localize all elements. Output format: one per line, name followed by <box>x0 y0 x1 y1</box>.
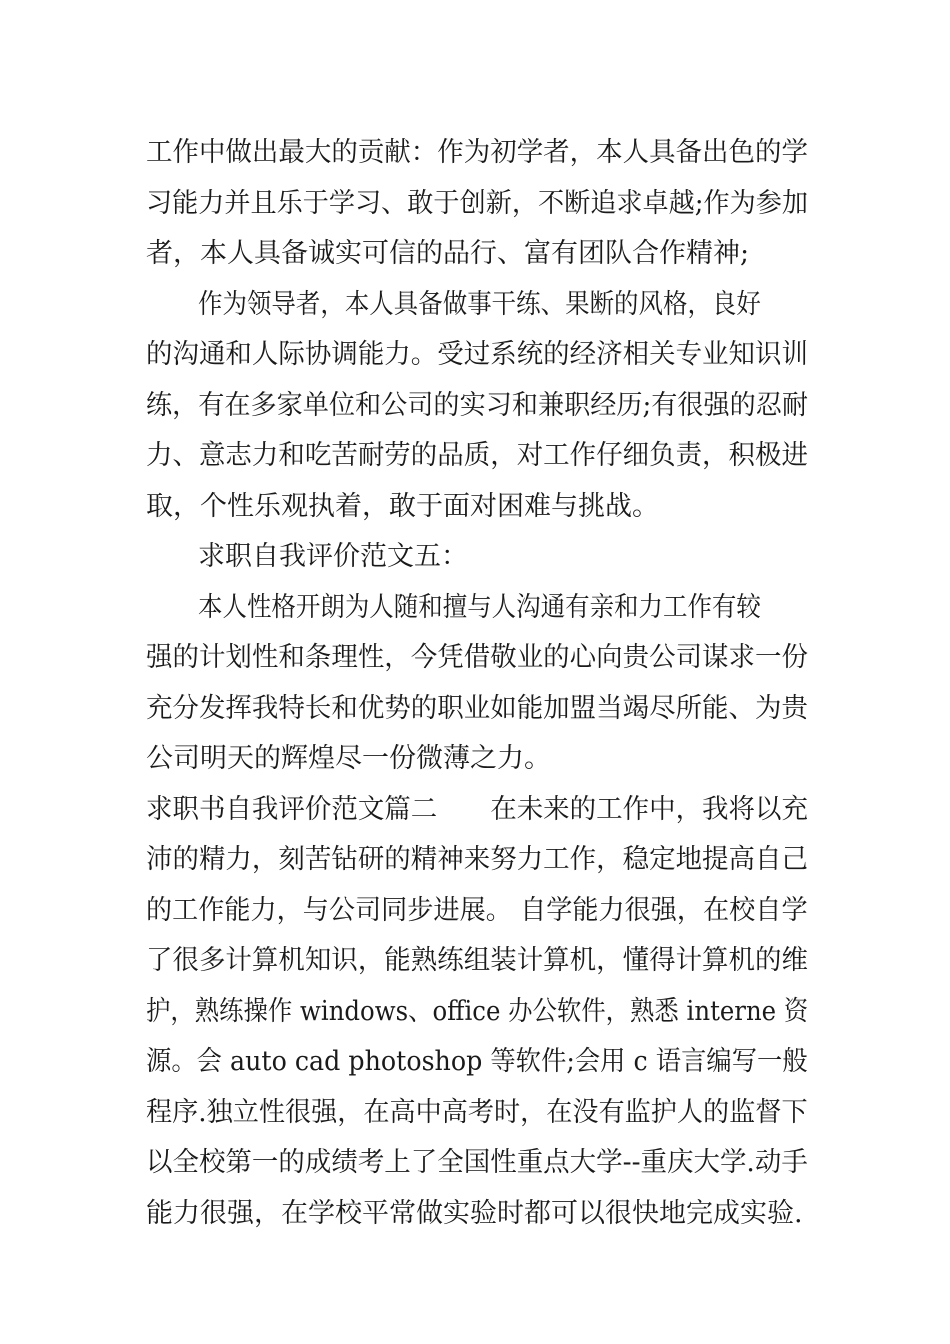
text-line: 求职自我评价范文五： <box>198 541 468 572</box>
text-line: 源。会 auto cad photoshop 等软件;会用 c 语言编写一般 <box>146 1046 808 1077</box>
text-line: 的工作能力，与公司同步进展。 自学能力很强，在校自学 <box>146 894 808 926</box>
document-body <box>146 128 808 1239</box>
text-line: 求职书自我评价范文篇二 在未来的工作中，我将以充 <box>146 793 808 825</box>
text-line: 强的计划性和条理性，今凭借敬业的心向贵公司谋求一份 <box>146 642 808 673</box>
text-line: 护，熟练操作 windows、office 办公软件，熟悉 interne 资 <box>146 995 809 1027</box>
text-line: 了很多计算机知识，能熟练组装计算机，懂得计算机的维 <box>146 945 808 976</box>
text-line: 以全校第一的成绩考上了全国性重点大学--重庆大学.动手 <box>146 1147 808 1178</box>
text-line: 程序.独立性很强，在高中高考时，在没有监护人的监督下 <box>146 1096 808 1128</box>
text-line: 力、意志力和吃苦耐劳的品质，对工作仔细负责，积极进 <box>146 440 808 471</box>
text-line: 公司明天的辉煌尽一份微薄之力。 <box>146 743 551 774</box>
text-line: 作为领导者，本人具备做事干练、果断的风格，良好 <box>198 288 761 320</box>
text-line: 的沟通和人际协调能力。受过系统的经济相关专业知识训 <box>146 339 808 370</box>
text-line: 工作中做出最大的贡献：作为初学者，本人具备出色的学 <box>146 137 808 168</box>
text-line: 练，有在多家单位和公司的实习和兼职经历;有很强的忍耐 <box>146 389 809 421</box>
text-line: 能力很强，在学校平常做实验时都可以很快地完成实验. <box>146 1197 803 1229</box>
text-line: 者，本人具备诚实可信的品行、富有团队合作精神; <box>146 238 750 269</box>
text-line: 习能力并且乐于学习、敢于创新，不断追求卓越;作为参加 <box>146 187 809 219</box>
text-line: 沛的精力，刻苦钻研的精神来努力工作，稳定地提高自己 <box>146 844 808 875</box>
text-line: 本人性格开朗为人随和擅与人沟通有亲和力工作有较 <box>198 591 761 623</box>
text-line: 充分发挥我特长和优势的职业如能加盟当竭尽所能、为贵 <box>146 692 808 724</box>
text-line: 取，个性乐观执着，敢于面对困难与挑战。 <box>146 490 659 522</box>
